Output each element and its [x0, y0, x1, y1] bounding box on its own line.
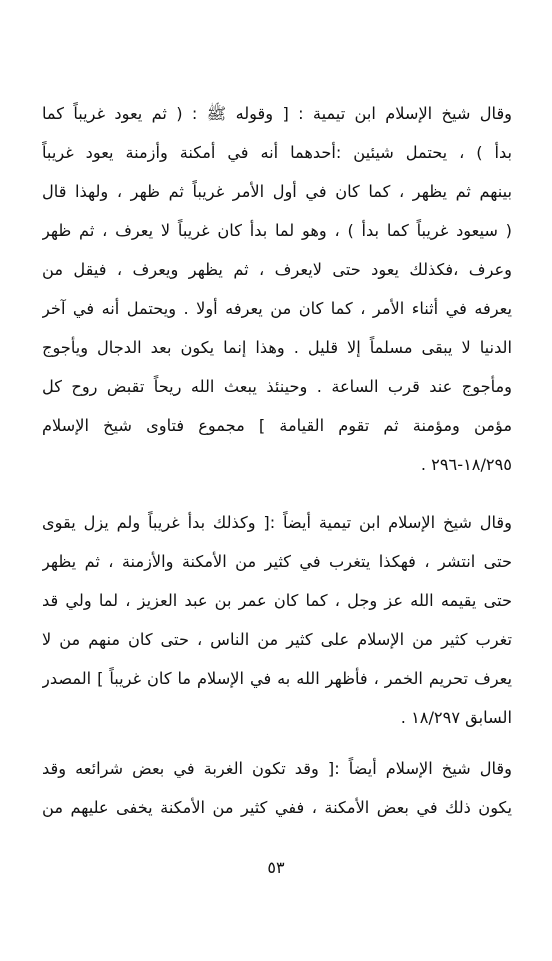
text-line: حتى انتشر ، فهكذا يتغرب في كثير من الأمكنة والأزمنة ، ثم يظهر: [42, 552, 512, 571]
text-line: حتى يقيمه الله عز وجل ، كما كان عمر بن عبد العزيز ، لما ولي قد: [42, 591, 512, 610]
text-line: ١٨/٢٩٥-٢٩٦ .: [420, 455, 512, 474]
text-line: ( سيعود غريباً كما بدأ ) ، وهو لما بدأ كان غريباً لا يعرف ، ثم ظهر: [42, 221, 512, 240]
text-line: يعرف تحريم الخمر ، فأظهر الله به في الإسلام ما كان غريباً ] المصدر: [42, 669, 512, 688]
text-line: ومأجوج عند قرب الساعة . وحينئذ يبعث الله ريحاً تقبض روح كل: [42, 377, 512, 396]
text-line: وقال شيخ الإسلام أيضاً :[ وقد تكون الغربة في بعض شرائعه وقد: [42, 759, 512, 778]
page-number: ٥٣: [267, 858, 285, 877]
text-line: يعرفه في أثناء الأمر ، كما كان من يعرفه أولا . ويحتمل أنه في آخر: [42, 299, 512, 318]
text-line: بدأ ) ، يحتمل شيئين :أحدهما أنه في أمكنة وأزمنة يعود غريباً: [42, 143, 512, 162]
text-line: وعرف ،فكذلك يعود حتى لايعرف ، ثم يظهر ويعرف ، فيقل من: [42, 260, 512, 279]
text-line: يكون ذلك في بعض الأمكنة ، ففي كثير من الأمكنة يخفى عليهم من: [42, 798, 512, 817]
text-line: بينهم ثم يظهر ، كما كان في أول الأمر غريباً ثم ظهر ، ولهذا قال: [42, 182, 512, 201]
text-line: مؤمن ومؤمنة ثم تقوم القيامة ] مجموع فتاوى شيخ الإسلام: [42, 416, 512, 435]
text-line: السابق ١٨/٢٩٧ .: [400, 708, 512, 727]
text-line: وقال شيخ الإسلام ابن تيمية أيضاً :[ وكذلك بدأ غريباً ولم يزل يقوى: [42, 513, 512, 532]
text-line: وقال شيخ الإسلام ابن تيمية : [ وقوله ﷺ : ( ثم يعود غريباً كما: [42, 104, 512, 123]
text-line: تغرب كثير من الإسلام على كثير من الناس ، حتى كان منهم من لا: [42, 630, 512, 649]
text-line: الدنيا لا يبقى مسلماً إلا قليل . وهذا إنما يكون بعد الدجال ويأجوج: [42, 338, 512, 357]
